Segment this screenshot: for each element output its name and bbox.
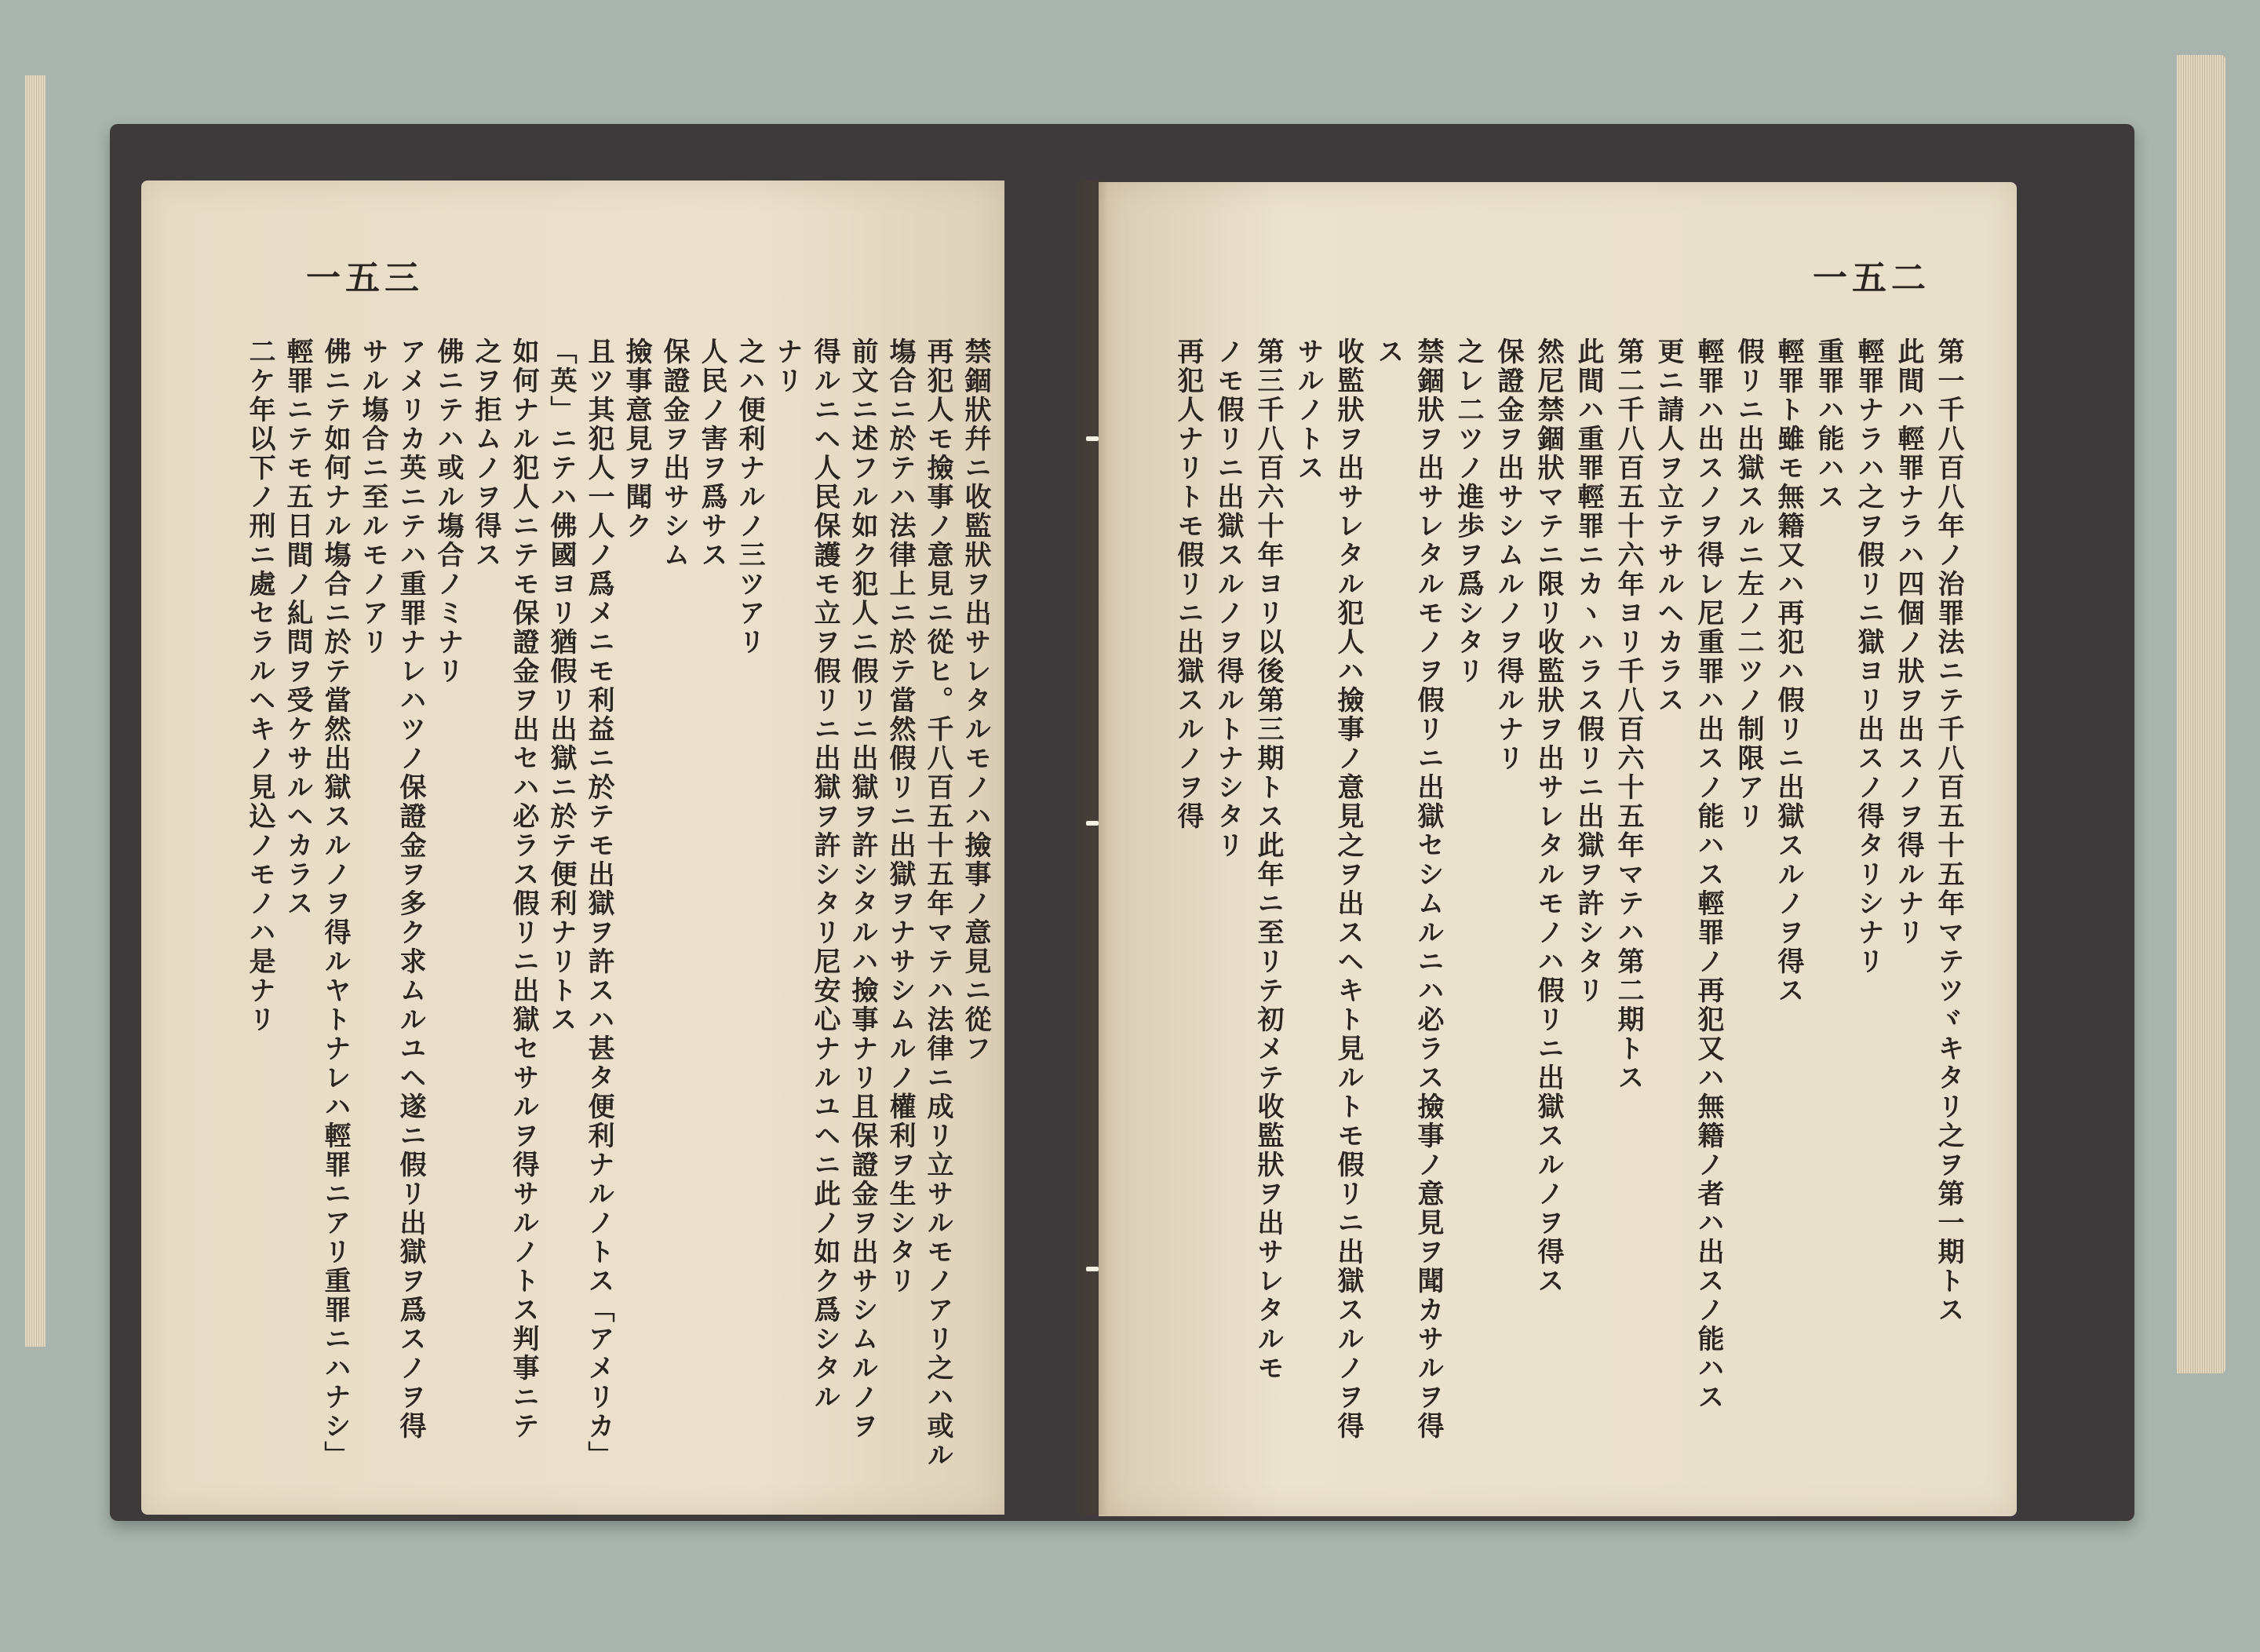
text-column: 第三千八百六十年ヨリ以後第三期トス此年ニ至リテ初メテ收監狀ヲ出サレタルモ <box>1252 337 1284 1383</box>
left-page-text <box>235 337 991 1470</box>
text-column: ナリ <box>771 337 803 396</box>
text-column: 人民ノ害ヲ爲サス <box>696 337 727 570</box>
binding-stitch <box>1086 821 1099 826</box>
book-gutter <box>1074 181 1108 1515</box>
text-column: 再犯人モ撿事ノ意見ニ從ヒ。千八百五十五年マテハ法律ニ成リ立サルモノアリ之ハ或ル <box>922 337 953 1470</box>
text-column: 收監狀ヲ出サレタル犯人ハ撿事ノ意見之ヲ出スヘキト見ルトモ假リニ出獄スルノヲ得 <box>1332 337 1364 1441</box>
text-column: 之レ二ツノ進歩ヲ爲シタリ <box>1453 337 1484 686</box>
binding-stitch <box>1086 436 1099 441</box>
text-column: 之ヲ拒ムノヲ得ス <box>470 337 501 570</box>
text-column: サル塲合ニ至ルモノアリ <box>357 337 388 657</box>
right-page-edges <box>2177 55 2225 1373</box>
text-column: ノモ假リニ出獄スルノヲ得ルトナシタリ <box>1212 337 1244 860</box>
text-column: 佛ニテハ或ル塲合ノミナリ <box>432 337 464 686</box>
text-column: 此間ハ輕罪ナラハ四個ノ狀ヲ出スノヲ得ルナリ <box>1893 337 1924 947</box>
text-column: 然尼禁錮狀マテニ限リ收監狀ヲ出サレタルモノハ假リニ出獄スルノヲ得ス <box>1533 337 1564 1296</box>
text-column: 第一千八百八年ノ治罪法ニテ千八百五十五年マテツヾキタリ之ヲ第一期トス <box>1933 337 1964 1325</box>
text-column: 輕罪ハ出スノヲ得レ尼重罪ハ出スノ能ハス輕罪ノ再犯又ハ無籍ノ者ハ出スノ能ハス <box>1693 337 1724 1412</box>
text-column: 再犯人ナリトモ假リニ出獄スルノヲ得 <box>1172 337 1204 831</box>
text-column: 撿事意見ヲ聞ク <box>621 337 652 541</box>
right-page-number: 一五二 <box>1813 258 1930 298</box>
right-page-text <box>1161 337 1962 1452</box>
binding-stitch <box>1086 1267 1099 1271</box>
text-column: 輕罪ニテモ五日間ノ糺問ヲ受ケサルヘカラス <box>282 337 313 918</box>
text-column: 二ケ年以下ノ刑ニ處セラルヘキノ見込ノモノハ是ナリ <box>244 337 275 1034</box>
text-column: 輕罪ナラハ之ヲ假リニ獄ヨリ出スノ得タリシナリ <box>1853 337 1884 976</box>
text-column: サルノトス <box>1292 337 1324 483</box>
text-column: 假リニ出獄スルニ左ノ二ツノ制限アリ <box>1733 337 1764 831</box>
text-column: 輕罪ト雖モ無籍又ハ再犯ハ假リニ出獄スルノヲ得ス <box>1773 337 1804 1005</box>
text-column: 前文ニ述フル如ク犯人ニ假リニ出獄ヲ許シタルハ撿事ナリ且保證金ヲ出サシムルノヲ <box>847 337 878 1441</box>
text-column: 禁錮狀ヲ出サレタルモノヲ假リニ出獄セシムルニハ必ラス撿事ノ意見ヲ聞カサルヲ得 <box>1412 337 1444 1441</box>
text-column: 如何ナル犯人ニテモ保證金ヲ出セハ必ラス假リニ出獄セサルヲ得サルノトス判事ニテ <box>508 337 539 1441</box>
text-column: 得ルニヘ人民保護モ立ヲ假リニ出獄ヲ許シタリ尼安心ナルユヘニ此ノ如ク爲シタル <box>809 337 840 1412</box>
text-column: 之ハ便利ナルノ三ツアリ <box>734 337 765 657</box>
text-column: 第二千八百五十六年ヨリ千八百六十五年マテハ第二期トス <box>1613 337 1644 1092</box>
text-column: 此間ハ重罪輕罪ニカヽハラス假リニ出獄ヲ許シタリ <box>1573 337 1604 1005</box>
text-column: アメリカ英ニテハ重罪ナレハツノ保證金ヲ多ク求ムルユヘ遂ニ假リ出獄ヲ爲スノヲ得 <box>395 337 426 1441</box>
left-page-number: 一五三 <box>306 258 424 298</box>
left-page-edges <box>25 75 46 1347</box>
text-column: 佛ニテ如何ナル塲合ニ於テ當然出獄スルノヲ得ルヤトナレハ輕罪ニアリ重罪ニハナシ」 <box>319 337 351 1470</box>
text-column: ス <box>1372 337 1404 367</box>
text-column: 保證金ヲ出サシム <box>658 337 690 570</box>
text-column: 「英」ニテハ佛國ヨリ猶假リ出獄ニ於テ便利ナリトス <box>545 337 577 1034</box>
text-column: 且ツ其犯人一人ノ爲メニモ利益ニ於テモ出獄ヲ許スハ甚タ便利ナルノトス「アメリカ」 <box>583 337 614 1470</box>
text-column: 更ニ請人ヲ立テサルヘカラス <box>1653 337 1684 715</box>
text-column: 禁錮狀幷ニ收監狀ヲ出サレタルモノハ撿事ノ意見ニ從フ <box>960 337 991 1063</box>
text-column: 塲合ニ於テハ法律上ニ於テ當然假リニ出獄ヲナサシムルノ權利ヲ生シタリ <box>884 337 916 1296</box>
text-column: 重罪ハ能ハス <box>1813 337 1844 512</box>
text-column: 保證金ヲ出サシムルノヲ得ルナリ <box>1493 337 1524 773</box>
